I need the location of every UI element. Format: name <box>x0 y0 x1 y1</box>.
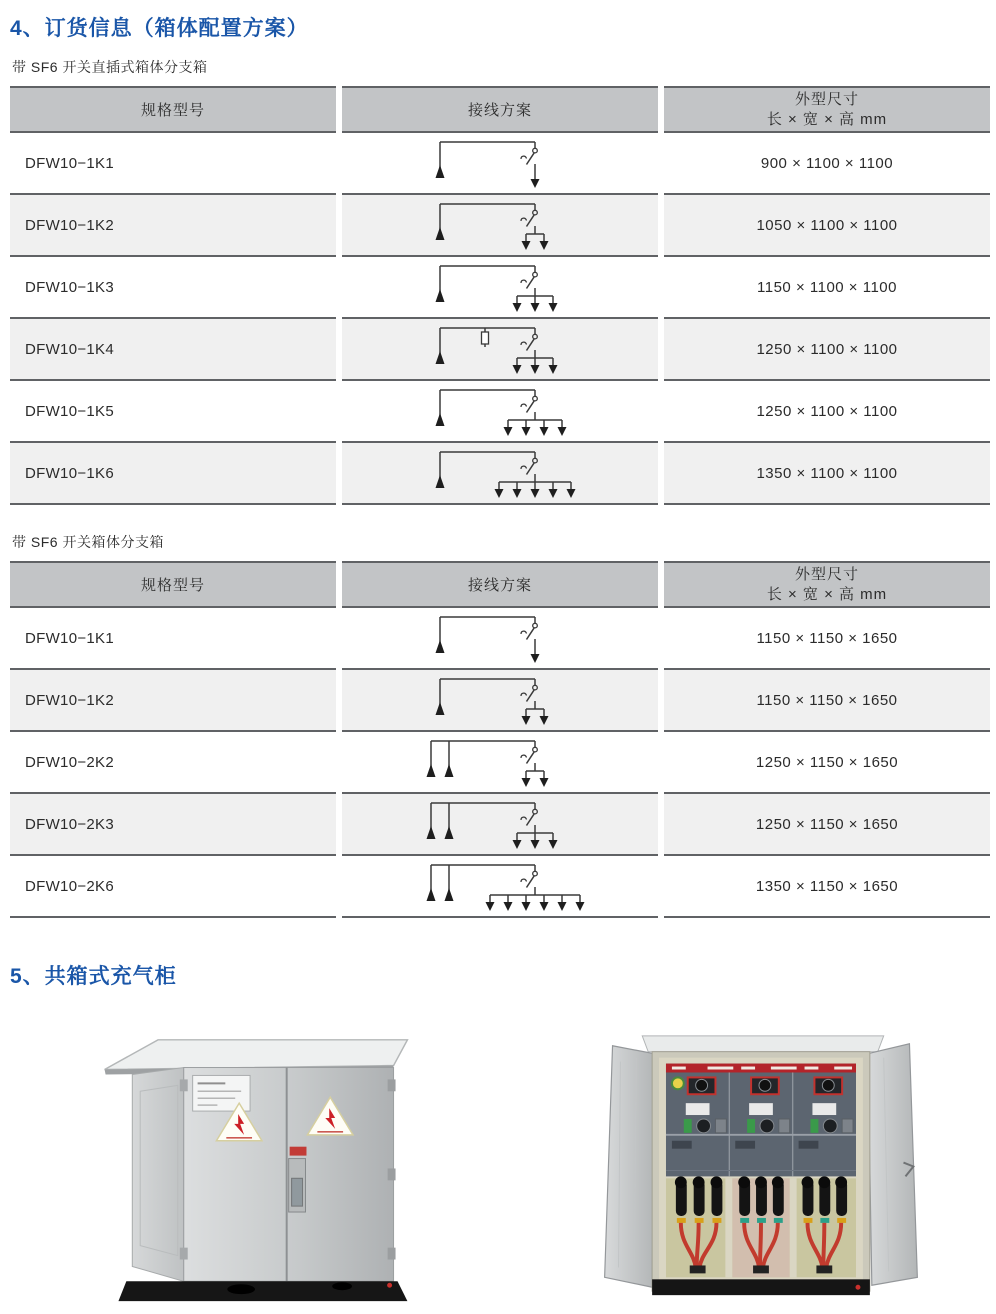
table-row <box>10 670 986 732</box>
wiring-diagram <box>385 609 615 667</box>
closed-cabinet-photo <box>92 1022 420 1314</box>
header-diagram: 接线方案 <box>342 561 658 608</box>
cabinet-base <box>652 1279 870 1295</box>
catalog-page <box>0 12 996 1314</box>
model-cell: DFW10−1K5 <box>10 381 336 443</box>
model-cell: DFW10−2K6 <box>10 856 336 918</box>
wiring-diagram <box>385 671 615 729</box>
wiring-diagram <box>385 857 615 915</box>
dimensions-cell: 1350 × 1100 × 1100 <box>664 443 990 505</box>
header-size <box>664 86 990 133</box>
wiring-diagram <box>385 258 615 316</box>
wiring-diagram-cell <box>342 319 658 381</box>
dimensions-cell: 1350 × 1150 × 1650 <box>664 856 990 918</box>
cabinet-base <box>118 1281 407 1301</box>
dimensions-cell: 1150 × 1100 × 1100 <box>664 257 990 319</box>
section-5-photos <box>0 1022 996 1314</box>
wiring-diagram <box>385 134 615 192</box>
header-model: 规格型号 <box>10 561 336 608</box>
open-cabinet-photo <box>596 1022 924 1314</box>
wiring-diagram-cell <box>342 856 658 918</box>
model-cell: DFW10−1K2 <box>10 195 336 257</box>
table2 <box>10 561 986 918</box>
table-row <box>10 195 986 257</box>
header-size-line1: 外型尺寸 <box>794 566 859 583</box>
table-row <box>10 732 986 794</box>
header-diagram: 接线方案 <box>342 86 658 133</box>
table2-caption: 带 SF6 开关箱体分支箱 <box>12 534 164 550</box>
model-cell: DFW10−1K2 <box>10 670 336 732</box>
wiring-diagram <box>385 733 615 791</box>
dimensions-cell: 1150 × 1150 × 1650 <box>664 670 990 732</box>
table-row <box>10 381 986 443</box>
wiring-diagram <box>385 196 615 254</box>
table-row <box>10 794 986 856</box>
table-row <box>10 257 986 319</box>
header-size-line2: 长 × 宽 × 高 mm <box>766 585 888 603</box>
model-cell: DFW10−2K2 <box>10 732 336 794</box>
wiring-diagram-cell <box>342 443 658 505</box>
wiring-diagram-cell <box>342 732 658 794</box>
dimensions-cell: 1250 × 1100 × 1100 <box>664 381 990 443</box>
table1-header-row <box>10 86 986 133</box>
wiring-diagram-cell <box>342 257 658 319</box>
section-4-title: 4、订货信息（箱体配置方案） <box>10 17 309 40</box>
table-row <box>10 608 986 670</box>
open-cabinet-illustration <box>596 1022 924 1309</box>
dimensions-cell: 900 × 1100 × 1100 <box>664 133 990 195</box>
panel-red-strip <box>666 1064 856 1073</box>
table2-body <box>10 608 986 918</box>
table1-body <box>10 133 986 505</box>
section-5-title: 5、共箱式充气柜 <box>10 965 177 988</box>
closed-cabinet-illustration <box>92 1022 420 1309</box>
dimensions-cell: 1150 × 1150 × 1650 <box>664 608 990 670</box>
wiring-diagram-cell <box>342 794 658 856</box>
table-row <box>10 319 986 381</box>
table1-caption: 带 SF6 开关直插式箱体分支箱 <box>12 59 208 75</box>
table1 <box>10 86 986 505</box>
seal-label <box>290 1147 307 1156</box>
wiring-diagram <box>385 320 615 378</box>
model-cell: DFW10−1K4 <box>10 319 336 381</box>
table-row <box>10 133 986 195</box>
model-cell: DFW10−1K1 <box>10 133 336 195</box>
cabinet-roof <box>105 1040 408 1070</box>
header-size-line2: 长 × 宽 × 高 mm <box>766 110 888 128</box>
wiring-diagram-cell <box>342 381 658 443</box>
dimensions-cell: 1250 × 1150 × 1650 <box>664 794 990 856</box>
model-cell: DFW10−1K3 <box>10 257 336 319</box>
wiring-diagram-cell <box>342 608 658 670</box>
dimensions-cell: 1250 × 1150 × 1650 <box>664 732 990 794</box>
header-size <box>664 561 990 608</box>
header-model: 规格型号 <box>10 86 336 133</box>
wiring-diagram-cell <box>342 133 658 195</box>
dimensions-cell: 1250 × 1100 × 1100 <box>664 319 990 381</box>
cabinet-roof <box>642 1036 883 1052</box>
brand-logo <box>672 1077 684 1089</box>
header-size-line1: 外型尺寸 <box>794 91 859 108</box>
wiring-diagram-cell <box>342 195 658 257</box>
model-cell: DFW10−2K3 <box>10 794 336 856</box>
model-cell: DFW10−1K1 <box>10 608 336 670</box>
wiring-diagram <box>385 795 615 853</box>
dimensions-cell: 1050 × 1100 × 1100 <box>664 195 990 257</box>
wiring-diagram <box>385 382 615 440</box>
table-row <box>10 443 986 505</box>
wiring-diagram-cell <box>342 670 658 732</box>
wiring-diagram <box>385 444 615 502</box>
model-cell: DFW10−1K6 <box>10 443 336 505</box>
open-door-left <box>605 1046 654 1287</box>
table-row <box>10 856 986 918</box>
table2-header-row <box>10 561 986 608</box>
